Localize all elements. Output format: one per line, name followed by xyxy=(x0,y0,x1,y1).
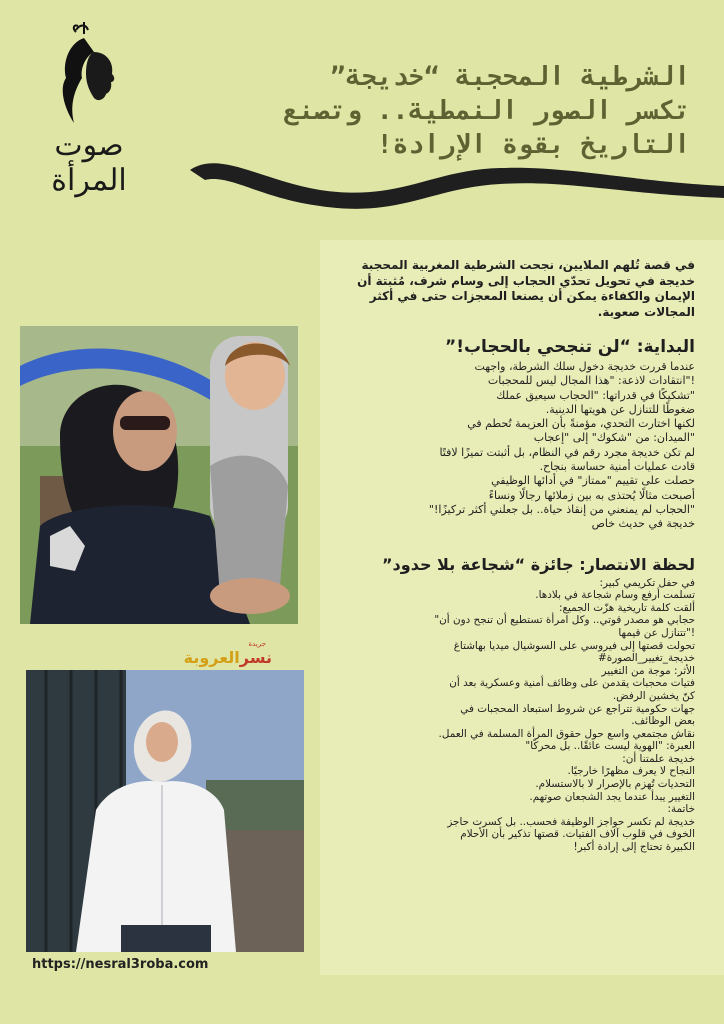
newspaper-name-part2: العروبة xyxy=(183,648,240,667)
newspaper-name xyxy=(184,648,272,667)
article-intro: في قصة تُلهم الملايين، نجحت الشرطية المغربية المحجبة خديجة في تحويل تحدّي الحجاب إلى وسام شرف، مُثبتة أن الإيمان والكفاءة يمكن أن يصنعا المعجزات حتى في أكثر المجالات صعوبة. xyxy=(357,258,695,319)
newspaper-name-part1: نسر xyxy=(239,648,272,667)
article-content xyxy=(330,258,695,854)
woman-silhouette-icon xyxy=(63,22,115,123)
newspaper-logo xyxy=(182,640,272,670)
photo-officer-with-child xyxy=(20,326,298,624)
section-title-beginning: البداية: “لن تنجحي بالحجاب!” xyxy=(445,337,695,357)
website-link[interactable]: https://nesral3roba.com xyxy=(32,957,209,972)
newspaper-small-label: جريدة xyxy=(248,640,266,648)
brand-name: صوت المرأة xyxy=(51,128,127,198)
title-line-3: التاريخ بقوة الإرادة! xyxy=(376,130,690,160)
section-body-beginning: عندما قررت خديجة دخول سلك الشرطة، واجهت !"انتقادات لاذعة: "هذا المجال ليس للمحجبات "تشكيكًا في قدراتها: "الحجاب سيعيق عملك ضغوطًا للتنازل عن هويتها الدينية. لكنها اختارت التحدي، مؤمنةً بأن العزيمة تُحطم في "الميدان: من "شكوك" إلى "إعجاب لم تكن خديجة مجرد رقم في النظام، بل أثبتت تميزًا لافتًا قادت عمليات أمنية حساسة بنجاح. حصلت على تقييم "ممتاز" في أدائها الوظيفي أصبحت مثالًا يُحتذى به بين زملائها رجالًا ونساءً "الحجاب لم يمنعني من إنقاذ حياة.. بل جعلني أكثر تركيزًا!" خديجة في حديث خاص xyxy=(428,360,695,531)
title-line-2: تكسر الصور النمطية.. وتصنع xyxy=(283,96,690,126)
section-body-victory: في حفل تكريمي كبير: تسلمت أرفع وسام شجاعة في بلادها. ألقت كلمة تاريخية هزّت الجميع: حجابي هو مصدر قوتي.. وكل امرأة تستطيع أن تنجح دون أن" !"تتنازل عن قيمها تحولت قصتها إلى فيروسي على السوشيال ميديا بهاشتاغ خديجة_تغيير_الصورة# الأثر: موجة من التغيير فتيات محجبات يقدمن على وظائف أمنية وعسكرية بعد أن كنّ يخشين الرفض. جهات حكومية تتراجع عن شروط استبعاد المحجبات في بعض الوظائف. نقاش مجتمعي واسع حول حقوق المرأة المسلمة في العمل. العبرة: "الهوية ليست عائقًا.. بل محركًا" خديجة علمتنا أن: النجاح لا يعرف مظهرًا خارجيًا. التحديات تُهزم بالإصرار لا بالاستسلام. التغيير يبدأ عندما يجد الشجعان صوتهم. خاتمة: خديجة لم تكسر حواجز الوظيفة فحسب.. بل كسرت حاجز الخوف في قلوب آلاف الفتيات. قصتها تذكير بأن الأحلام الكبيرة تحتاج إلى إرادة أكبر! xyxy=(434,576,695,854)
photo-woman-white-shirt xyxy=(26,670,304,952)
wave-divider xyxy=(0,140,724,240)
title-line-1: الشرطية المحجبة “خديجة” xyxy=(329,62,690,92)
section-title-victory: لحظة الانتصار: جائزة “شجاعة بلا حدود” xyxy=(382,554,695,574)
